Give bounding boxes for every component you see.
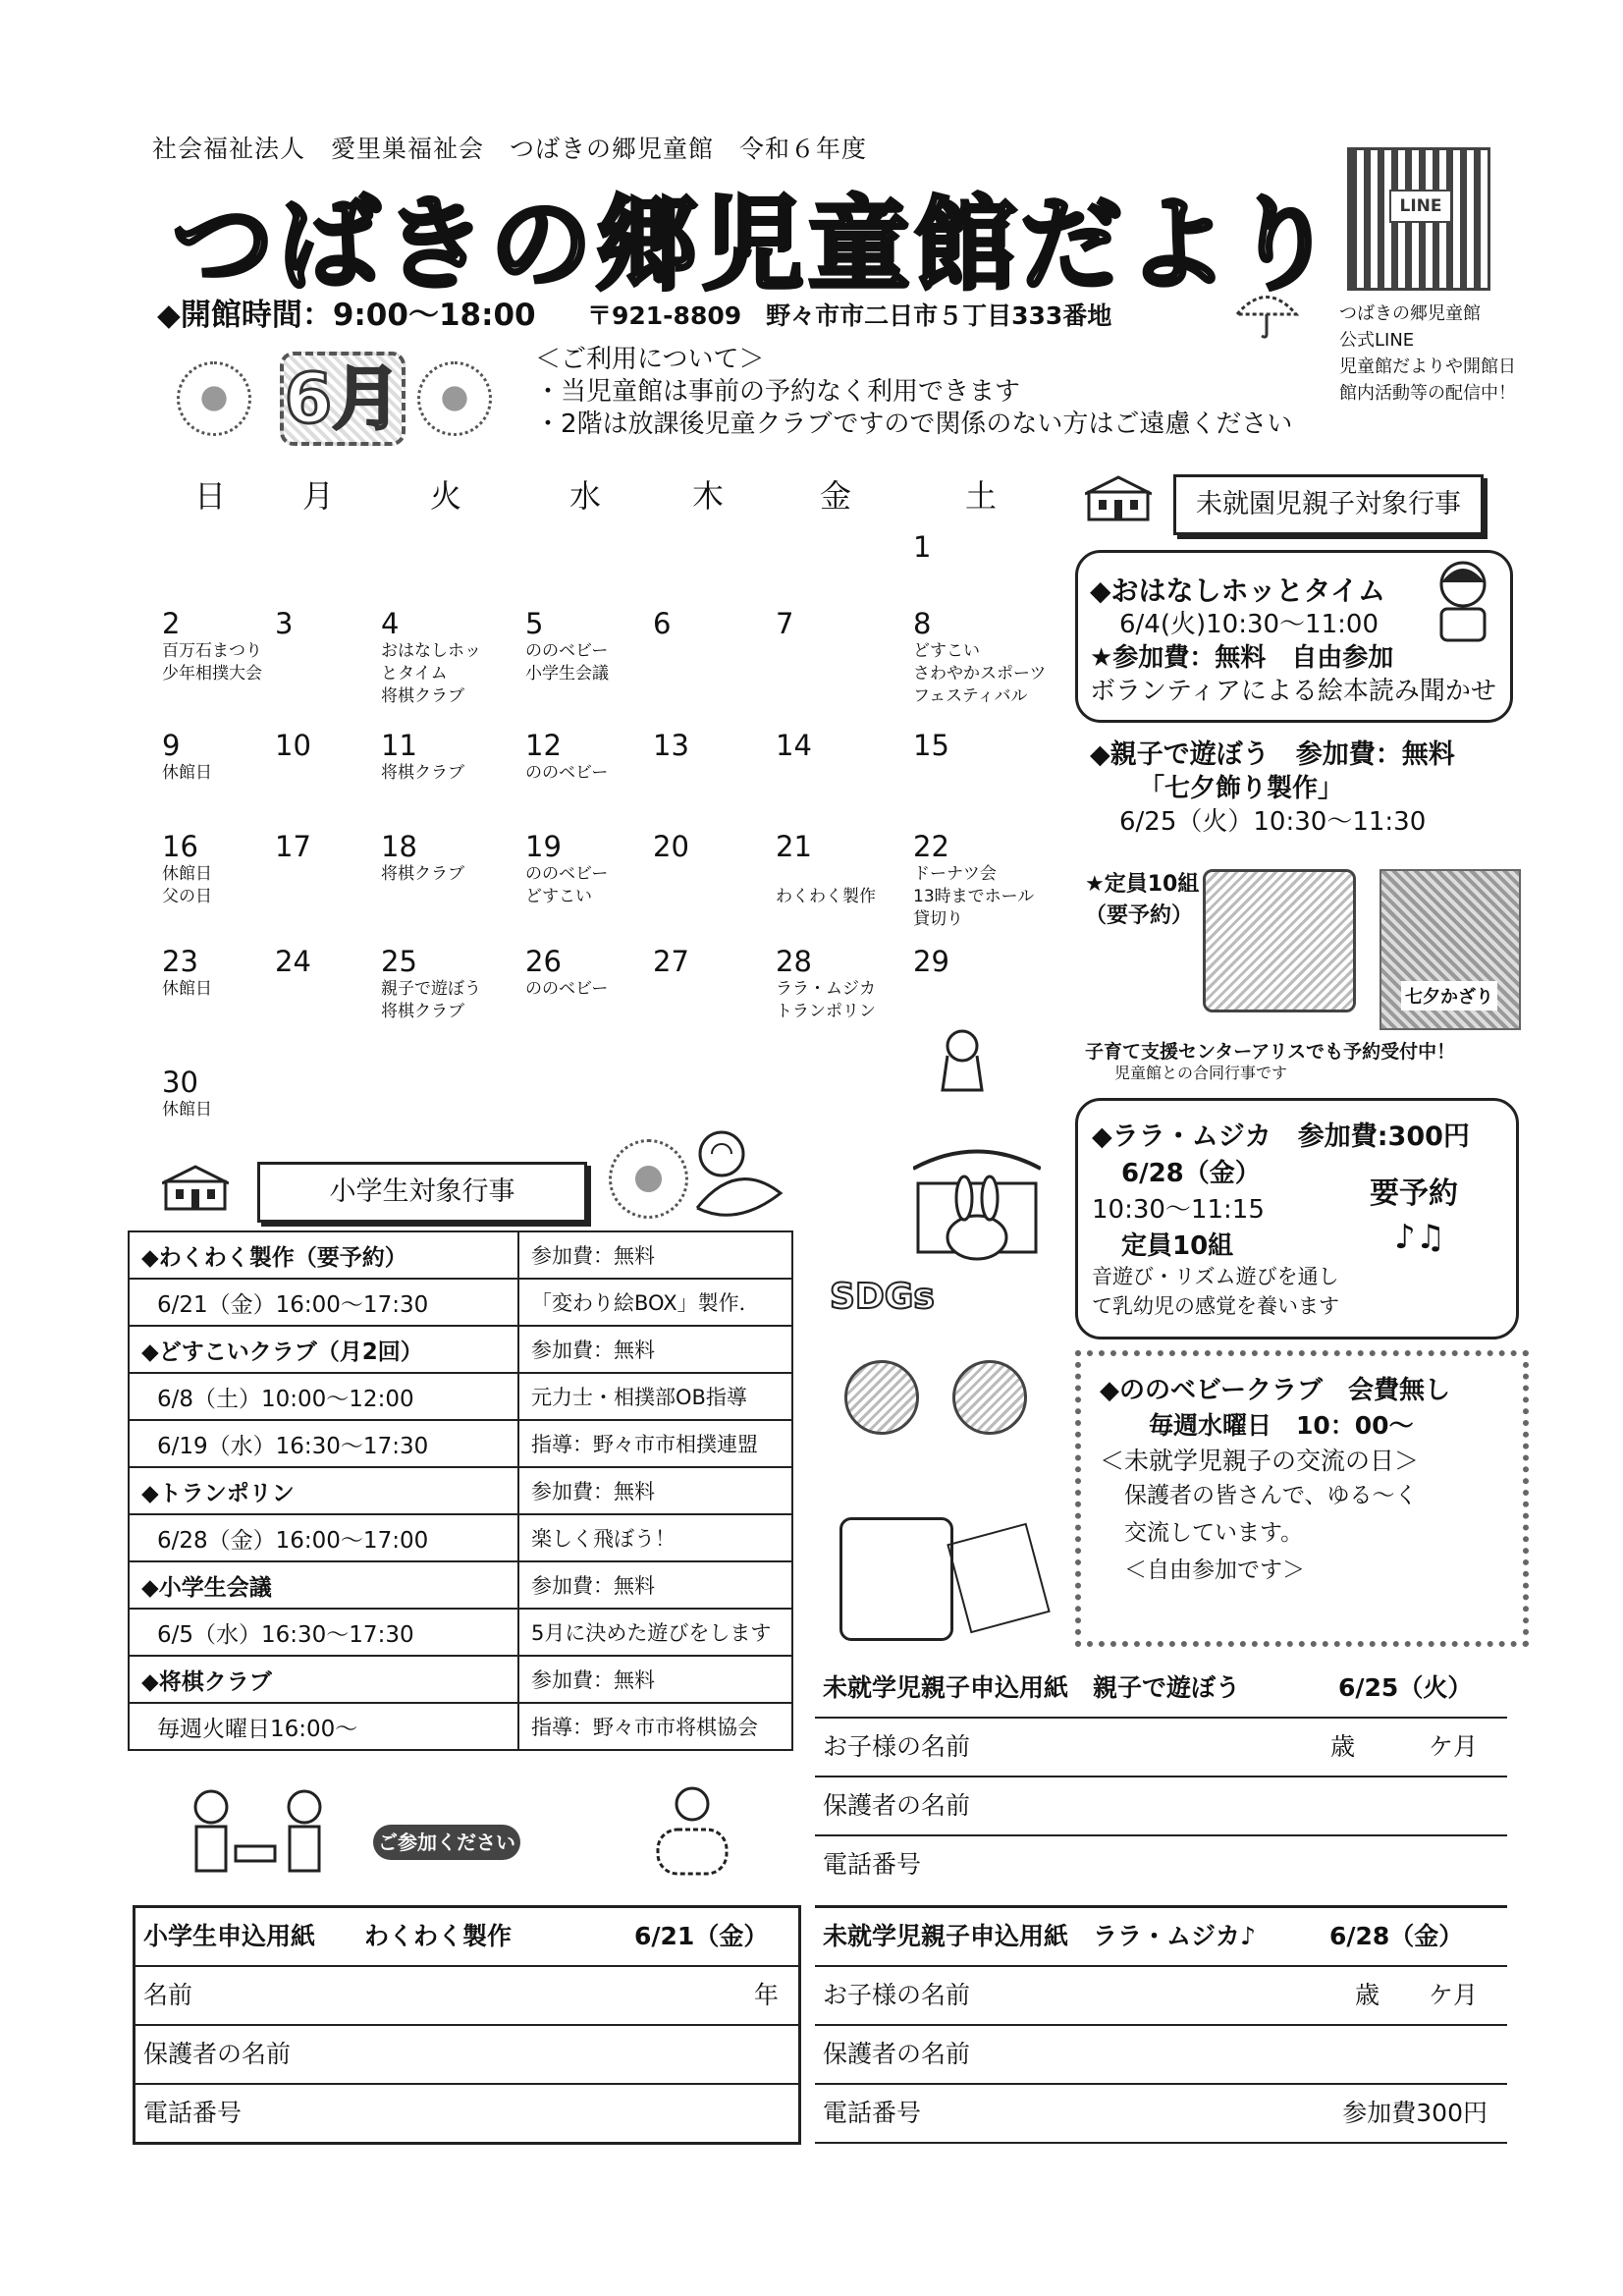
- day-event: おはなしホッ: [381, 641, 481, 661]
- calendar-day: [653, 830, 689, 863]
- day-event: ドーナツ会: [913, 864, 997, 884]
- oyako-note2: 児童館との合同行事です: [1114, 1064, 1288, 1082]
- calendar-day: [381, 729, 464, 785]
- day-event: 貸切り: [913, 909, 963, 929]
- day-number: 6: [653, 607, 672, 640]
- field-label: お子様の名前: [823, 1981, 971, 2009]
- calendar-day: [275, 830, 311, 863]
- table-row: [129, 1703, 792, 1750]
- usage-heading: ＜ご利用について＞: [535, 345, 765, 374]
- calendar-day: [913, 530, 931, 564]
- event-detail: 参加費：無料: [518, 1656, 792, 1703]
- day-number: 18: [381, 830, 417, 863]
- day-event: ののベビー: [525, 763, 609, 783]
- day-number: 16: [162, 830, 198, 863]
- field-label: 電話番号: [143, 2099, 243, 2127]
- day-event: 父の日: [162, 887, 212, 906]
- day-event: 将棋クラブ: [381, 763, 464, 783]
- calendar-day: [653, 607, 671, 640]
- fee-label: 参加費300円: [1342, 2099, 1488, 2127]
- please-join-banner: ご参加ください: [373, 1825, 520, 1860]
- event-detail: 指導：野々市市相撲連盟: [518, 1420, 792, 1467]
- table-row: [129, 1561, 792, 1609]
- hydrangea-icon: [609, 1139, 688, 1219]
- event-heading: ◆トランポリン: [129, 1467, 518, 1514]
- field-label: 電話番号: [823, 2099, 922, 2127]
- event-time: 6/19（水）16:30～17:30: [129, 1420, 518, 1467]
- event-detail: 参加費：無料: [518, 1231, 792, 1279]
- line-note-4: 館内活動等の配信中！: [1339, 383, 1516, 404]
- lala-time: 10:30～11:15: [1092, 1195, 1265, 1225]
- day-number: 17: [275, 830, 311, 863]
- snail-flower-icon: [648, 1782, 736, 1881]
- day-number: 26: [525, 945, 562, 978]
- day-event: 小学生会議: [525, 664, 609, 683]
- lala-capacity: 定員10組: [1121, 1231, 1234, 1261]
- day-number: 23: [162, 945, 198, 978]
- elementary-form[interactable]: [133, 1905, 801, 2145]
- line-qr-code[interactable]: [1347, 147, 1490, 291]
- table-row: [129, 1326, 792, 1373]
- event-time: 6/28（金）16:00～17:00: [129, 1514, 518, 1561]
- day-event: どすこい: [525, 887, 592, 906]
- sumo-kid-icon: [844, 1360, 919, 1435]
- day-event: 親子で遊ぼう: [381, 979, 481, 999]
- ohanashi-title: ◆おはなしホッとタイム: [1090, 574, 1385, 607]
- day-event: とタイム: [381, 664, 448, 683]
- guardian-name-field[interactable]: [815, 2026, 1507, 2085]
- nono-desc1: 保護者の皆さんで、ゆる～く: [1124, 1483, 1418, 1508]
- day-number: 7: [776, 607, 794, 640]
- calendar-day: [162, 830, 212, 908]
- building-icon: [1085, 474, 1152, 521]
- child-name-field[interactable]: [815, 1719, 1507, 1777]
- day-event: トランポリン: [776, 1002, 876, 1021]
- preschool-label: 未就園児親子対象行事: [1173, 474, 1484, 535]
- elementary-label: 小学生対象行事: [257, 1162, 587, 1223]
- preschool-form-oyako[interactable]: [815, 1660, 1507, 1893]
- umbrella-icon: [1232, 285, 1301, 339]
- table-row: [129, 1279, 792, 1326]
- org-line: 社会福祉法人 愛里巣福祉会 つばきの郷児童館 令和６年度: [152, 135, 868, 163]
- calendar-day: [381, 607, 481, 708]
- field-label: 保護者の名前: [823, 2040, 971, 2068]
- qr-label: LINE: [1389, 190, 1452, 223]
- day-event: 休館日: [162, 1100, 212, 1120]
- shogi-pieces-icon: [947, 1523, 1050, 1634]
- day-event: さわやかスポーツ: [913, 664, 1047, 683]
- day-number: 19: [525, 830, 562, 863]
- table-row: [129, 1231, 792, 1279]
- line-note: [1339, 301, 1516, 407]
- calendar-day: [525, 830, 608, 908]
- event-detail: 指導：野々市市将棋協会: [518, 1703, 792, 1750]
- lala-reserve: 要予約: [1370, 1176, 1458, 1211]
- calendar-day: [776, 729, 812, 762]
- event-heading: ◆将棋クラブ: [129, 1656, 518, 1703]
- table-row: [129, 1420, 792, 1467]
- weekday-header: 火: [430, 477, 462, 515]
- ohanashi-time: 6/4(火)10:30～11:00: [1119, 610, 1379, 639]
- phone-field[interactable]: [815, 1836, 1507, 1893]
- table-row: [129, 1514, 792, 1561]
- form-title: 未就学児親子申込用紙 親子で遊ぼう 6/25（火）: [815, 1660, 1507, 1719]
- calendar-day: [653, 729, 689, 762]
- day-event: ののベビー: [525, 864, 609, 884]
- event-heading: ◆どすこいクラブ（月2回）: [129, 1326, 518, 1373]
- month-number: 6月: [280, 352, 406, 446]
- reader-woman-icon: [1424, 555, 1502, 643]
- table-row: [129, 1656, 792, 1703]
- calendar-day: [913, 729, 949, 762]
- rabbit-umbrella-icon: [913, 1144, 1041, 1272]
- calendar-day: [653, 945, 689, 978]
- weekday-header: 金: [820, 477, 852, 515]
- day-number: 10: [275, 729, 311, 762]
- calendar-day: [776, 607, 793, 640]
- day-event: ののベビー: [525, 641, 609, 661]
- snail-leaf-icon: [687, 1120, 785, 1228]
- calendar-day: [913, 830, 1034, 931]
- calendar-day: [162, 729, 212, 785]
- child-name-field[interactable]: [815, 1967, 1507, 2026]
- phone-field[interactable]: [135, 2085, 798, 2142]
- field-label: 保護者の名前: [823, 1791, 971, 1820]
- weekday-header: 土: [965, 477, 998, 515]
- day-event: 13時までホール: [913, 887, 1035, 906]
- calendar-day: [162, 607, 262, 685]
- event-time: 6/21（金）16:00～17:30: [129, 1279, 518, 1326]
- event-detail: 元力士・相撲部OB指導: [518, 1373, 792, 1420]
- event-detail: 参加費：無料: [518, 1561, 792, 1609]
- line-note-1: つばきの郷児童館: [1339, 303, 1481, 324]
- lala-desc2: て乳幼児の感覚を養います: [1092, 1294, 1339, 1318]
- calendar-day: [275, 729, 311, 762]
- ohanashi-event: [1090, 574, 1496, 708]
- day-event: フェスティバル: [913, 686, 1028, 706]
- day-number: 24: [275, 945, 311, 978]
- event-time: 6/5（水）16:30～17:30: [129, 1609, 518, 1656]
- nono-sub: ＜未就学児親子の交流の日＞: [1100, 1447, 1420, 1475]
- day-number: 5: [525, 607, 544, 640]
- ohanashi-fee: ★参加費：無料 自由参加: [1090, 643, 1394, 673]
- guardian-name-field[interactable]: [135, 2026, 798, 2085]
- day-number: 28: [776, 945, 812, 978]
- day-event: ののベビー: [525, 979, 609, 999]
- day-number: 12: [525, 729, 562, 762]
- oyako-capacity: [1085, 869, 1199, 932]
- hydrangea-icon: [417, 361, 492, 436]
- day-event: わくわく製作: [776, 887, 876, 906]
- day-number: 3: [275, 607, 294, 640]
- calendar-day: [381, 945, 481, 1023]
- weekday-header: 水: [569, 477, 602, 515]
- opening-hours: ◆開館時間：9:00～18:00: [157, 298, 536, 333]
- day-event: 将棋クラブ: [381, 686, 464, 706]
- calendar-day: [776, 945, 876, 1023]
- oyako-note: 子育て支援センターアリスでも予約受付中！: [1085, 1041, 1456, 1063]
- sdgs-logo: SDGs: [830, 1277, 935, 1317]
- calendar-day: [525, 607, 609, 685]
- kid-icon: [952, 1360, 1027, 1435]
- day-event: 百万石まつり: [162, 641, 262, 661]
- phone-field[interactable]: [815, 2085, 1507, 2144]
- field-label: 保護者の名前: [143, 2040, 292, 2068]
- field-label: 名前: [143, 1981, 193, 2009]
- teru-teru-bozu-icon: [938, 1026, 987, 1095]
- day-number: 20: [653, 830, 689, 863]
- day-event: 休館日: [162, 864, 212, 884]
- event-time: 毎週火曜日16:00～: [129, 1703, 518, 1750]
- nono-event: [1100, 1370, 1512, 1589]
- day-number: 1: [913, 530, 932, 564]
- tanabata-label: 七夕かざり: [1401, 981, 1497, 1011]
- event-detail: 楽しく飛ぼう！: [518, 1514, 792, 1561]
- calendar-day: [913, 945, 949, 978]
- calendar-day: [525, 945, 608, 1001]
- elementary-events-table: [128, 1230, 793, 1751]
- address: 〒921-8809 野々市市二日市５丁目333番地: [587, 301, 1112, 330]
- oyako-title: ◆親子で遊ぼう 参加費：無料: [1090, 739, 1455, 770]
- day-event: 将棋クラブ: [381, 1002, 464, 1021]
- weekday-header: 月: [302, 477, 335, 515]
- calendar-day: [776, 830, 876, 908]
- day-number: 9: [162, 729, 181, 762]
- lala-desc1: 音遊び・リズム遊びを通し: [1092, 1265, 1339, 1288]
- table-row: [129, 1467, 792, 1514]
- calendar-day: [381, 830, 464, 886]
- line-note-2: 公式LINE: [1339, 330, 1415, 351]
- table-row: [129, 1373, 792, 1420]
- day-event: どすこい: [913, 641, 980, 661]
- event-heading: ◆小学生会議: [129, 1561, 518, 1609]
- nono-desc3: ＜自由参加です＞: [1124, 1558, 1305, 1583]
- event-detail: 参加費：無料: [518, 1326, 792, 1373]
- day-number: 15: [913, 729, 949, 762]
- name-field[interactable]: [135, 1967, 798, 2026]
- day-event: 少年相撲大会: [162, 664, 262, 683]
- tanabata-photo-2: [1380, 869, 1521, 1030]
- usage-item: ・当児童館は事前の予約なく利用できます: [535, 377, 1021, 407]
- weekday-header: 木: [692, 477, 725, 515]
- newsletter-title: つばきの郷児童館だより: [172, 185, 1339, 304]
- event-detail: 参加費：無料: [518, 1467, 792, 1514]
- field-label: 電話番号: [823, 1850, 922, 1879]
- event-time: 6/8（土）10:00～12:00: [129, 1373, 518, 1420]
- oyako-sub: 「七夕飾り製作」: [1139, 774, 1344, 803]
- day-number: 2: [162, 607, 181, 640]
- day-event: ララ・ムジカ: [776, 979, 876, 999]
- usage-item: ・2階は放課後児童クラブですので関係のない方はご遠慮ください: [535, 410, 1293, 439]
- day-number: 30: [162, 1066, 198, 1099]
- ohanashi-desc: ボランティアによる絵本読み聞かせ: [1090, 677, 1496, 706]
- month-badge: [172, 352, 486, 440]
- music-note-icon: ♪♫: [1394, 1218, 1446, 1257]
- calendar-day: [162, 945, 212, 1001]
- event-detail: 「変わり絵BOX」製作．: [518, 1279, 792, 1326]
- oyako-cap1: ★定員10組: [1085, 872, 1200, 897]
- hydrangea-icon: [177, 361, 251, 436]
- weekday-header: 日: [194, 477, 227, 515]
- day-number: 14: [776, 729, 812, 762]
- calendar-day: [913, 607, 1046, 708]
- oyako-time: 6/25（火）10:30～11:30: [1119, 807, 1427, 837]
- age-label: 歳 ケ月: [1329, 1732, 1478, 1761]
- lala-title: ◆ララ・ムジカ 参加費:300円: [1092, 1121, 1470, 1152]
- calendar-day: [525, 729, 608, 785]
- event-detail: 5月に決めた遊びをします: [518, 1609, 792, 1656]
- oyako-event: [1090, 738, 1522, 839]
- preschool-form-lala[interactable]: [815, 1905, 1507, 2144]
- kids-playing-shogi-icon: [177, 1787, 334, 1886]
- nono-title: ◆ののベビークラブ 会費無し: [1100, 1376, 1450, 1405]
- nono-desc2: 交流しています。: [1124, 1520, 1304, 1546]
- line-note-3: 児童館だよりや開館日: [1339, 356, 1516, 377]
- day-number: 29: [913, 945, 949, 978]
- table-row: [129, 1609, 792, 1656]
- tanabata-photo-1: [1203, 869, 1356, 1012]
- event-heading: ◆わくわく製作（要予約）: [129, 1231, 518, 1279]
- usage-notes: [535, 344, 1292, 441]
- age-label: 歳 ケ月: [1354, 1981, 1478, 2009]
- calendar-day: [275, 945, 311, 978]
- field-label: お子様の名前: [823, 1732, 971, 1761]
- shogi-piece-character-icon: [839, 1517, 953, 1641]
- day-event: 休館日: [162, 763, 212, 783]
- day-number: 8: [913, 607, 932, 640]
- form-title: 小学生申込用紙 わくわく製作 6/21（金）: [135, 1908, 798, 1967]
- lala-date: 6/28（金）: [1121, 1159, 1261, 1188]
- guardian-name-field[interactable]: [815, 1777, 1507, 1836]
- calendar-day: [275, 607, 293, 640]
- calendar-day: [162, 1066, 212, 1121]
- day-event: 休館日: [162, 979, 212, 999]
- day-number: 27: [653, 945, 689, 978]
- nono-time: 毎週水曜日 10：00～: [1149, 1411, 1414, 1440]
- day-event: 将棋クラブ: [381, 864, 464, 884]
- day-number: 25: [381, 945, 417, 978]
- day-number: 22: [913, 830, 949, 863]
- grade-label: 年: [753, 1981, 779, 2009]
- day-number: 4: [381, 607, 400, 640]
- day-event: [776, 863, 876, 886]
- form-title: 未就学児親子申込用紙 ララ・ムジカ♪ 6/28（金）: [815, 1908, 1507, 1967]
- oyako-cap2: （要予約）: [1085, 903, 1194, 928]
- building-icon: [162, 1164, 229, 1211]
- day-number: 13: [653, 729, 689, 762]
- day-number: 21: [776, 830, 812, 863]
- day-number: 11: [381, 729, 417, 762]
